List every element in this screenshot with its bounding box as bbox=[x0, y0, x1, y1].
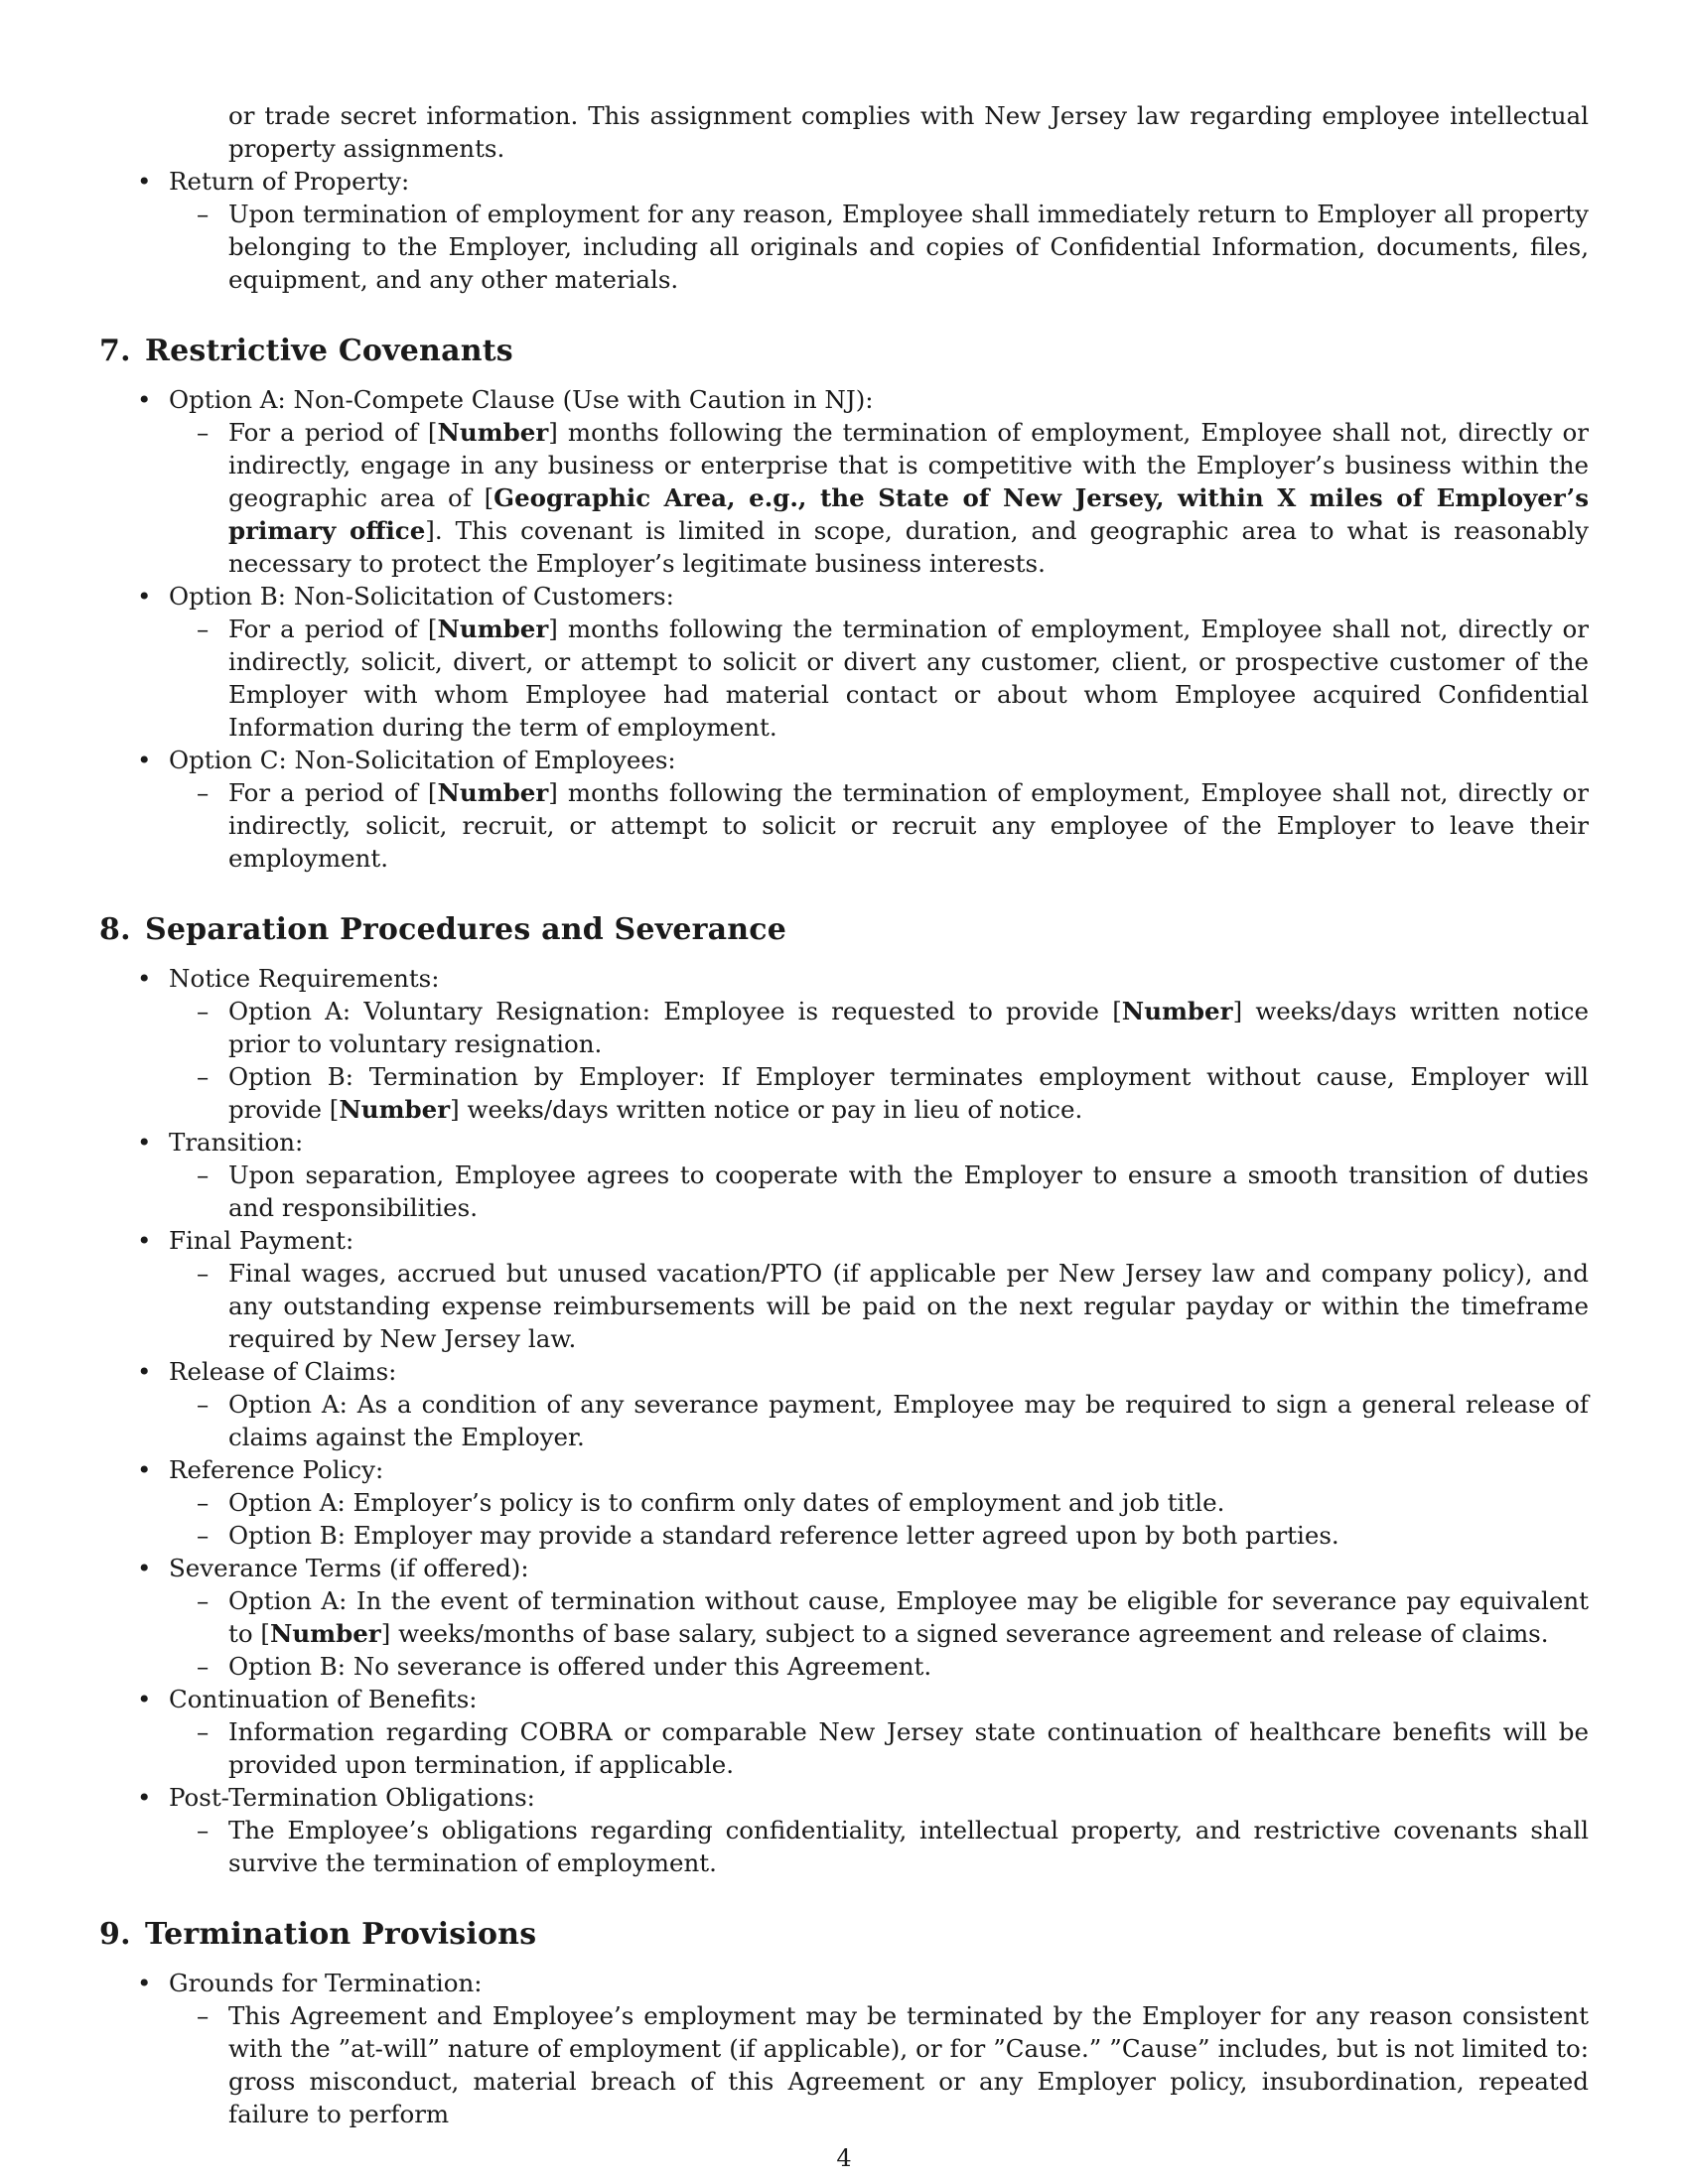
sub-item-benefits bbox=[99, 1715, 1589, 1781]
sub-item-text: This Agreement and Employee’s employment may be terminated by the Employer for any reason consistent with the ”at-will” nature of employment (if applicable), or for ”Cause.” ”Cause” includes, but is not limited to: gross misconduct, material breach of this Agreement or any Employer policy, insubordination, repeated failure to perform bbox=[228, 2001, 1589, 2128]
list-item-label: Return of Property: bbox=[169, 167, 410, 196]
sub-item-severance-a bbox=[99, 1584, 1589, 1650]
carryover-paragraph: or trade secret information. This assignment complies with New Jersey law regarding employee intellectual property assignments. bbox=[228, 101, 1589, 163]
list-item-option-a bbox=[99, 383, 1589, 416]
bullet-icon: • bbox=[137, 1783, 152, 1812]
placeholder-number: Number bbox=[269, 1619, 381, 1648]
placeholder-number: Number bbox=[1121, 997, 1233, 1025]
page-number: 4 bbox=[836, 2144, 852, 2172]
list-item-label: Severance Terms (if offered): bbox=[169, 1554, 529, 1582]
list-item-label: Option C: Non-Solicitation of Employees: bbox=[169, 746, 676, 774]
placeholder-number: Number bbox=[437, 418, 549, 447]
dash-icon: – bbox=[197, 1816, 210, 1844]
dash-icon: – bbox=[197, 1160, 210, 1189]
list-item-label: Release of Claims: bbox=[169, 1357, 397, 1386]
text-run: ] weeks/days written notice prior to voluntary resignation. bbox=[228, 997, 1589, 1058]
sub-item-text: Upon termination of employment for any reason, Employee shall immediately return to Employer all property belonging to the Employer, including all originals and copies of Confidential Information, documents, files, equipment, and any other materials. bbox=[228, 200, 1589, 294]
sub-item-text: Option A: Employer’s policy is to confirm only dates of employment and job title. bbox=[228, 1488, 1225, 1517]
section-number: 7. bbox=[99, 334, 131, 368]
list-item-label: Final Payment: bbox=[169, 1226, 354, 1255]
sub-item-text: The Employee’s obligations regarding confidentiality, intellectual property, and restrictive covenants shall survive the termination of employment. bbox=[228, 1816, 1589, 1877]
list-item-label: Post-Termination Obligations: bbox=[169, 1783, 535, 1812]
text-run: Option B: Termination by Employer: If Employer terminates employment without cause, Employer will provide [ bbox=[228, 1062, 1589, 1124]
sub-item-final-payment bbox=[99, 1257, 1589, 1355]
list-item-continuation-of-benefits bbox=[99, 1683, 1589, 1715]
list-item-release-of-claims bbox=[99, 1355, 1589, 1388]
list-item-label: Transition: bbox=[169, 1128, 304, 1157]
sub-item-non-solicitation-customers bbox=[99, 613, 1589, 744]
list-item-grounds-for-termination bbox=[99, 1967, 1589, 1999]
dash-icon: – bbox=[197, 1390, 210, 1419]
dash-icon: – bbox=[197, 997, 210, 1025]
sub-item-non-solicitation-employees bbox=[99, 776, 1589, 875]
list-item-return-property bbox=[99, 165, 1589, 198]
section-heading-9 bbox=[99, 1917, 1589, 1953]
list-item-option-b bbox=[99, 580, 1589, 613]
dash-icon: – bbox=[197, 1717, 210, 1746]
text-run: Option A: Voluntary Resignation: Employee is requested to provide [ bbox=[228, 997, 1122, 1025]
bullet-icon: • bbox=[137, 385, 152, 414]
dash-icon: – bbox=[197, 1521, 210, 1550]
text-run: For a period of [ bbox=[228, 614, 438, 643]
bullet-icon: • bbox=[137, 582, 152, 611]
section-title: Separation Procedures and Severance bbox=[145, 912, 787, 947]
section-number: 8. bbox=[99, 912, 131, 947]
text-run: ] months following the termination of employment, Employee shall not, directly or indirectly, engage in any business or enterprise that is competitive with the Employer’s business within the geographic area of [ bbox=[228, 418, 1590, 512]
sub-item-text: Option B: Employer may provide a standard reference letter agreed upon by both parties. bbox=[228, 1521, 1339, 1550]
list-item-option-c bbox=[99, 744, 1589, 776]
section-heading-8 bbox=[99, 912, 1589, 948]
placeholder-geographic-area: Geographic Area, e.g., the State of New Jersey, within X miles of Employer’s primary office bbox=[228, 483, 1589, 545]
bullet-icon: • bbox=[137, 167, 152, 196]
list-item-reference-policy bbox=[99, 1453, 1589, 1486]
sub-item-transition bbox=[99, 1159, 1589, 1224]
bullet-icon: • bbox=[137, 1554, 152, 1582]
section-title: Termination Provisions bbox=[145, 1917, 537, 1952]
list-item-post-termination bbox=[99, 1781, 1589, 1814]
list-item-label: Option B: Non-Solicitation of Customers: bbox=[169, 582, 674, 611]
text-run: ]. This covenant is limited in scope, duration, and geographic area to what is reasonably necessary to protect the Employer’s legitimate business interests. bbox=[228, 516, 1589, 578]
list-item-label: Grounds for Termination: bbox=[169, 1969, 483, 1997]
bullet-icon: • bbox=[137, 746, 152, 774]
sub-item-return-property bbox=[99, 198, 1589, 296]
list-item-label: Notice Requirements: bbox=[169, 964, 440, 993]
bullet-icon: • bbox=[137, 1455, 152, 1484]
sub-item-release-of-claims bbox=[99, 1388, 1589, 1453]
section-title: Restrictive Covenants bbox=[145, 334, 513, 368]
placeholder-number: Number bbox=[437, 778, 549, 807]
list-item-notice bbox=[99, 962, 1589, 995]
placeholder-number: Number bbox=[339, 1095, 451, 1124]
placeholder-number: Number bbox=[437, 614, 549, 643]
bullet-icon: • bbox=[137, 1226, 152, 1255]
text-run: ] months following the termination of employment, Employee shall not, directly or indirectly, solicit, divert, or attempt to solicit or divert any customer, client, or prospective customer of the Employer with whom Employee had material contact or about whom Employee acquired Confidential Information during the term of employment. bbox=[228, 614, 1590, 742]
sub-item-termination-by-employer bbox=[99, 1060, 1589, 1126]
list-item-transition bbox=[99, 1126, 1589, 1159]
list-item-label: Continuation of Benefits: bbox=[169, 1685, 478, 1713]
dash-icon: – bbox=[197, 778, 210, 807]
bullet-icon: • bbox=[137, 1685, 152, 1713]
sub-item-post-termination bbox=[99, 1814, 1589, 1879]
bullet-icon: • bbox=[137, 1969, 152, 1997]
dash-icon: – bbox=[197, 1652, 210, 1681]
dash-icon: – bbox=[197, 1586, 210, 1615]
bullet-icon: • bbox=[137, 1128, 152, 1157]
sub-item-text: Upon separation, Employee agrees to cooperate with the Employer to ensure a smooth transition of duties and responsibilities. bbox=[228, 1160, 1589, 1222]
list-item-final-payment bbox=[99, 1224, 1589, 1257]
text-run: For a period of [ bbox=[228, 778, 438, 807]
dash-icon: – bbox=[197, 418, 210, 447]
dash-icon: – bbox=[197, 1062, 210, 1091]
bullet-icon: • bbox=[137, 964, 152, 993]
dash-icon: – bbox=[197, 1259, 210, 1288]
sub-item-reference-a bbox=[99, 1486, 1589, 1519]
dash-icon: – bbox=[197, 2001, 210, 2030]
text-run: ] months following the termination of employment, Employee shall not, directly or indirectly, solicit, recruit, or attempt to solicit or recruit any employee of the Employer to leave their employment. bbox=[228, 778, 1590, 873]
text-run: For a period of [ bbox=[228, 418, 438, 447]
section-number: 9. bbox=[99, 1917, 131, 1952]
text-run: Option A: In the event of termination without cause, Employee may be eligible for severance pay equivalent to [ bbox=[228, 1586, 1589, 1648]
text-run: ] weeks/months of base salary, subject to a signed severance agreement and release of claims. bbox=[380, 1619, 1549, 1648]
sub-item-text: Information regarding COBRA or comparable New Jersey state continuation of healthcare benefits will be provided upon termination, if applicable. bbox=[228, 1717, 1589, 1779]
dash-icon: – bbox=[197, 614, 210, 643]
sub-item-text: Option B: No severance is offered under this Agreement. bbox=[228, 1652, 932, 1681]
sub-item-text: Final wages, accrued but unused vacation/PTO (if applicable per New Jersey law and company policy), and any outstanding expense reimbursements will be paid on the next regular payday or within the timeframe required by New Jersey law. bbox=[228, 1259, 1589, 1353]
section-heading-7 bbox=[99, 334, 1589, 369]
list-item-severance-terms bbox=[99, 1552, 1589, 1584]
sub-item-grounds bbox=[99, 1999, 1589, 2130]
list-item-label: Reference Policy: bbox=[169, 1455, 384, 1484]
sub-item-non-compete bbox=[99, 416, 1589, 580]
text-run: ] weeks/days written notice or pay in lieu of notice. bbox=[450, 1095, 1083, 1124]
sub-item-voluntary-resignation bbox=[99, 995, 1589, 1060]
sub-item-text: Option A: As a condition of any severance payment, Employee may be required to sign a general release of claims against the Employer. bbox=[228, 1390, 1589, 1451]
dash-icon: – bbox=[197, 200, 210, 228]
list-item-label: Option A: Non-Compete Clause (Use with Caution in NJ): bbox=[169, 385, 874, 414]
dash-icon: – bbox=[197, 1488, 210, 1517]
bullet-icon: • bbox=[137, 1357, 152, 1386]
sub-item-reference-b bbox=[99, 1519, 1589, 1552]
sub-item-severance-b bbox=[99, 1650, 1589, 1683]
page-content bbox=[99, 99, 1589, 2130]
